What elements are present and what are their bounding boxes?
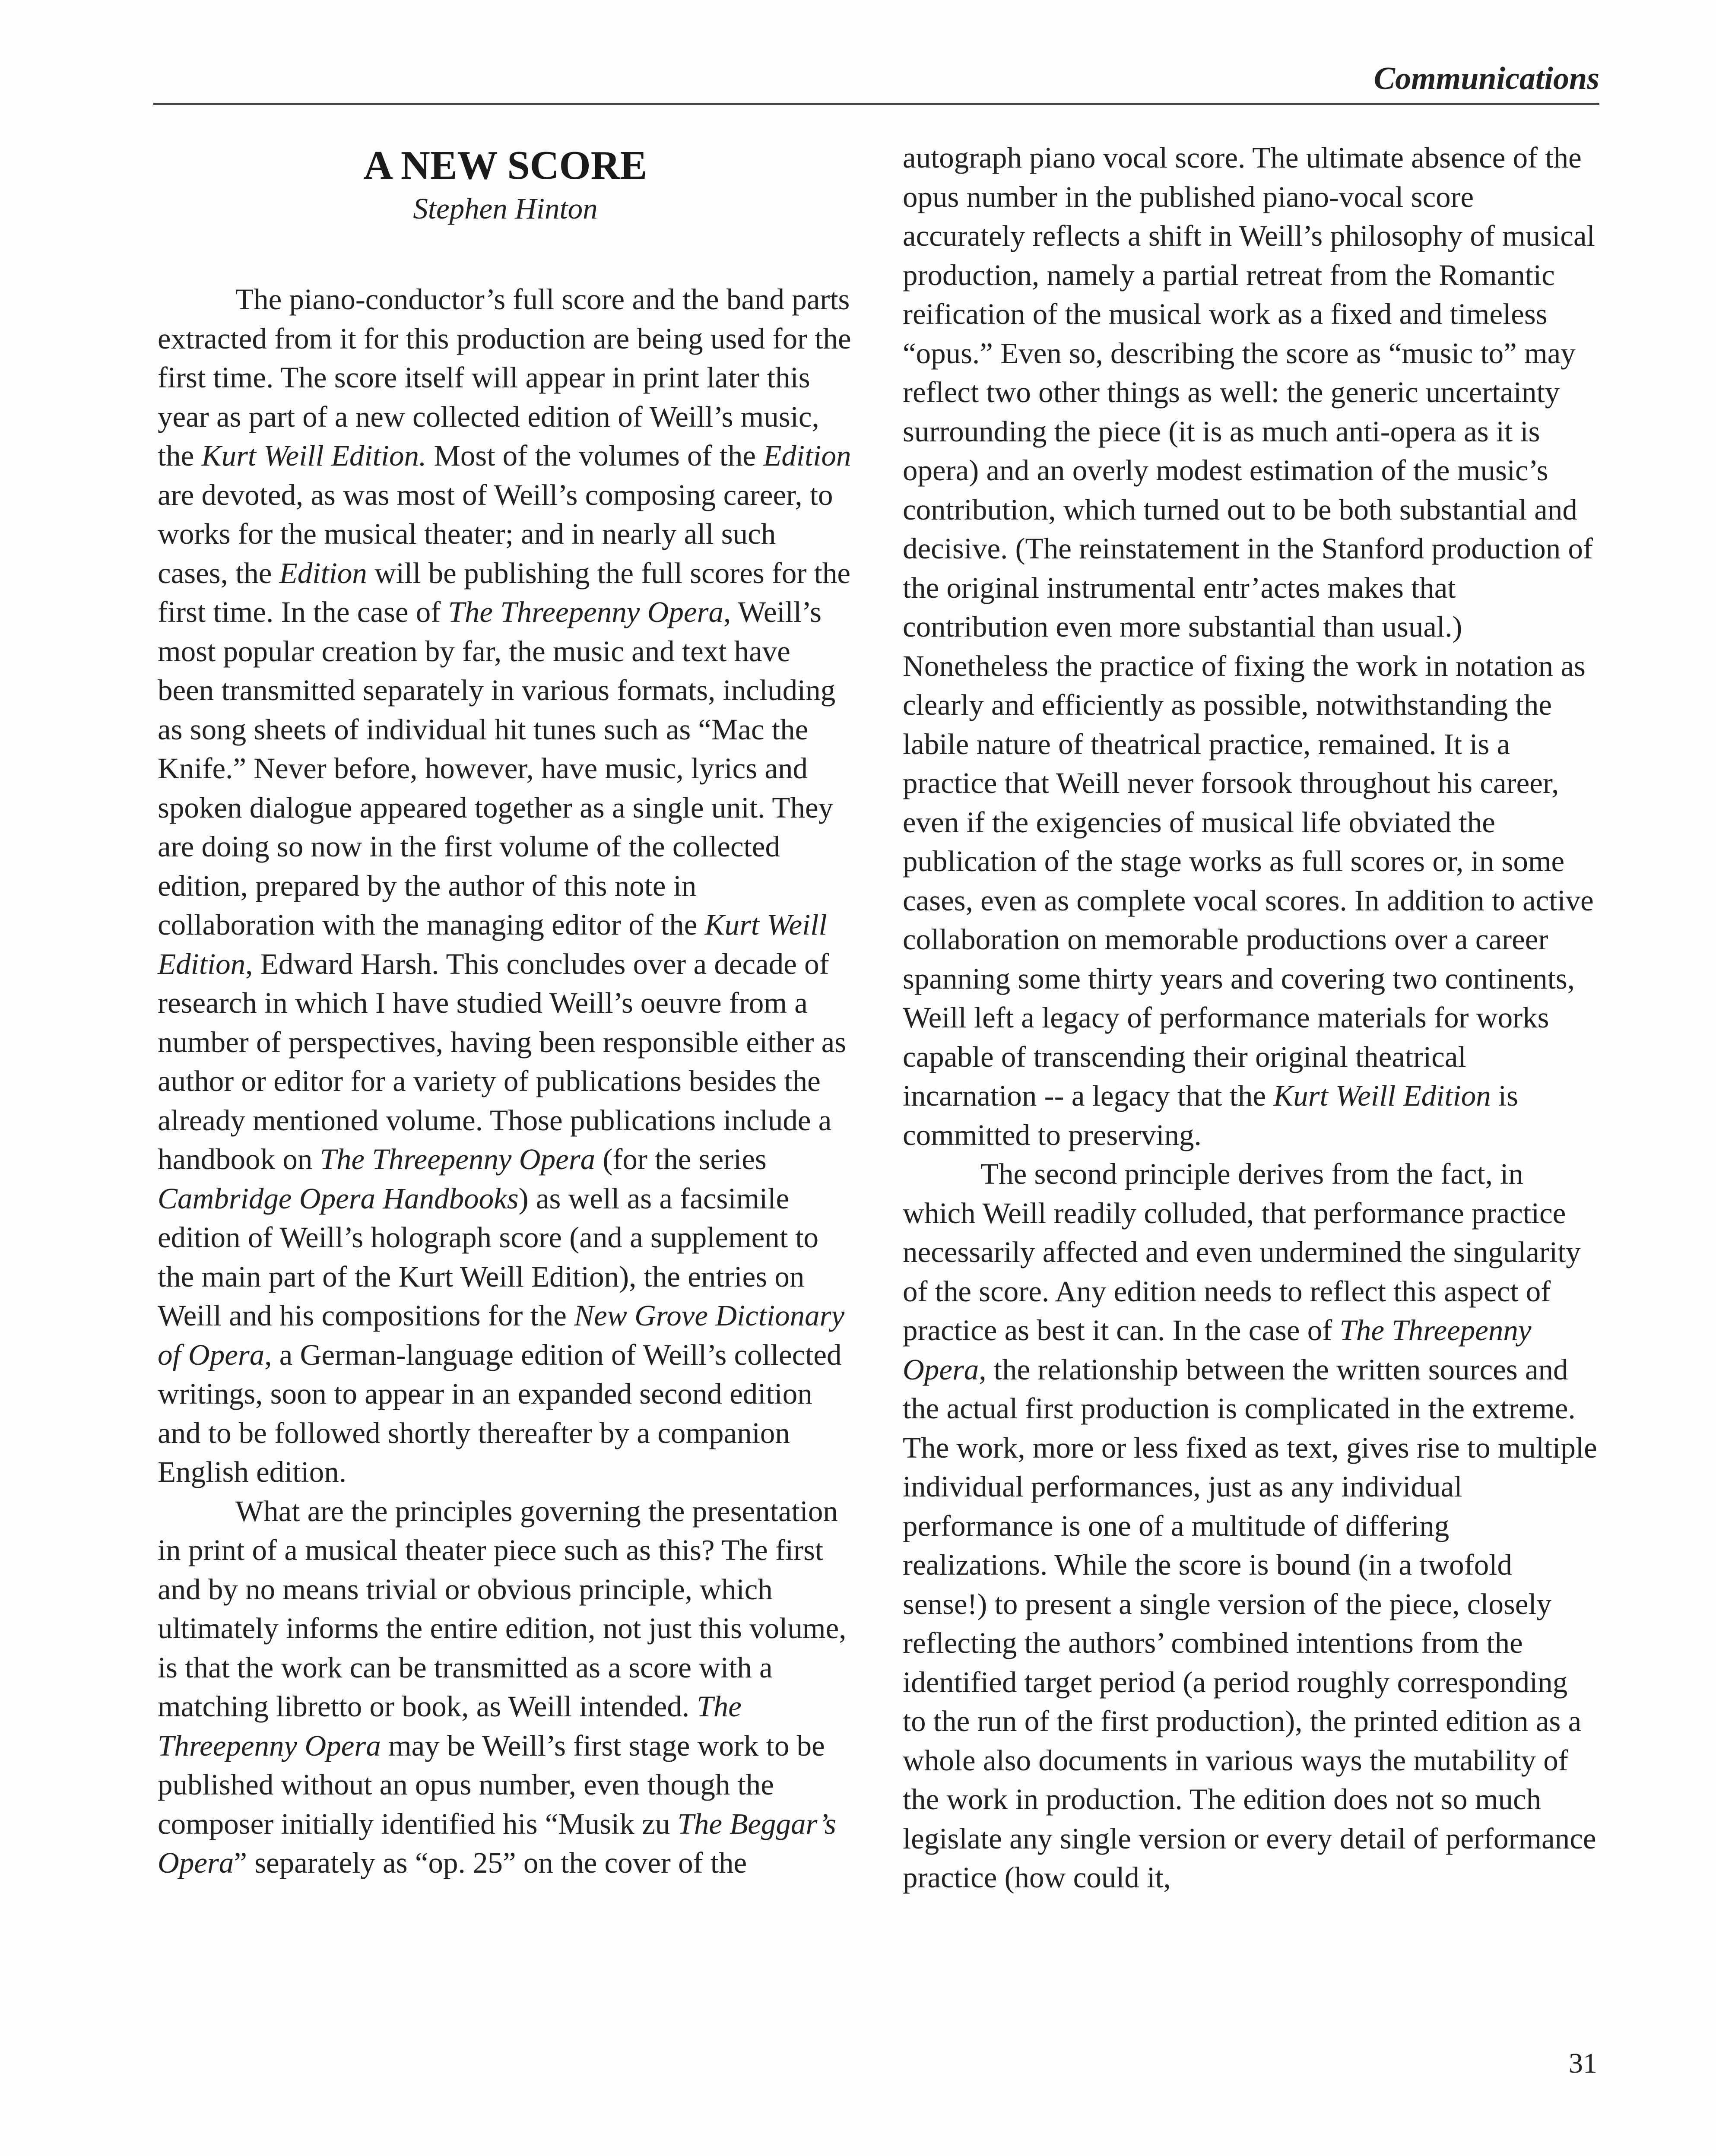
text-run: Most of the volumes of the <box>426 439 764 472</box>
italic-text-run: Edition <box>763 439 851 472</box>
right-paragraph-2 <box>903 1154 1598 1897</box>
text-run: , the relationship between the written sources and the actual first production is complicated in the extreme. The work, more or less fixed as text, gives rise to multiple individual performances, just as any individual performance is one of a multitude of differing realizations. While the score is bound (in a twofold sense!) to present a single version of the piece, closely reflecting the authors’ combined intentions from the identified target period (a period roughly corresponding to the run of the first production), the printed edition as a whole also documents in various ways the mutability of the work in production. The edition does not so much legislate any single version or every detail of performance practice (how could it, <box>903 1353 1597 1894</box>
text-run: (for the series <box>595 1143 767 1176</box>
text-run: The second principle derives from the fact, in which Weill readily colluded, that performance practice necessarily affected and even undermined the singularity of the score. Any edition needs to reflect this aspect of practice as best it can. In the case of <box>903 1157 1581 1347</box>
left-paragraph-1 <box>158 280 853 1492</box>
article-author: Stephen Hinton <box>413 192 598 225</box>
text-run: autograph piano vocal score. The ultimate absence of the opus number in the published piano-vocal score accurately reflects a shift in Weill’s philosophy of musical production, namely a partial retreat from the Romantic reification of the musical work as a fixed and timeless “opus.” Even so, describing the score as “music to” may reflect two other things as well: the generic uncertainty surrounding the piece (it is as much anti-opera as it is opera) and an overly modest estimation of the music’s contribution, which turned out to be both substantial and decisive. (The reinstatement in the Stanford production of the original instrumental entr’actes makes that contribution even more substantial than usual.) Nonetheless the practice of fixing the work in notation as clearly and efficiently as possible, notwithstanding the labile nature of theatrical practice, remained. It is a practice that Weill never forsook throughout his career, even if the exigencies of musical life obviated the publication of the stage works as full scores or, in some cases, even as complete vocal scores. In addition to active collaboration on memorable productions over a career spanning some thirty years and covering two continents, Weill left a legacy of performance materials for works capable of transcending their original theatrical incarnation -- a legacy that the <box>903 141 1595 1112</box>
article-title: A NEW SCORE <box>363 143 647 188</box>
left-paragraph-2 <box>158 1492 853 1883</box>
text-run: What are the principles governing the presentation in print of a musical theater piece such as this? The first and by no means trivial or obvious principle, which ultimately informs the entire edition, not just this volume, is that the work can be transmitted as a score with a matching libretto or book, as Weill intended. <box>158 1494 847 1723</box>
italic-text-run: The Threepenny Opera <box>903 1314 1532 1386</box>
italic-text-run: Cambridge Opera Handbooks <box>158 1182 519 1215</box>
italic-text-run: The Threepenny Opera <box>448 596 723 628</box>
text-run: , Weill’s most popular creation by far, the music and text have been transmitted separately in various formats, including as song sheets of individual hit tunes such as “Mac the Knife.” Never before, however, have music, lyrics and spoken dialogue appeared together as a single unit. They are doing so now in the first volume of the collected edition, prepared by the author of this note in collaboration with the managing editor of the <box>158 596 836 941</box>
italic-text-run: The Beggar’s Opera <box>158 1807 836 1879</box>
italic-text-run: Kurt Weill Edition <box>1273 1079 1491 1112</box>
left-column <box>158 138 853 1883</box>
page-number: 31 <box>1569 2048 1597 2079</box>
text-run: will be publishing the full scores for the first time. In the case of <box>158 556 850 628</box>
italic-text-run: The Threepenny Opera <box>320 1143 596 1176</box>
text-run: , a German-language edition of Weill’s collected writings, soon to appear in an expanded second edition and to be followed shortly thereafter by a companion English edition. <box>158 1338 842 1488</box>
right-paragraph-1 <box>903 138 1598 1154</box>
right-column <box>903 138 1598 1897</box>
text-run: , Edward Harsh. This concludes over a decade of research in which I have studied Weill’s oeuvre from a number of perspectives, having been responsible either as author or editor for a variety of publications besides the already mentioned volume. Those publications include a handbook on <box>158 947 847 1176</box>
text-run: ) as well as a facsimile edition of Weill’s holograph score (and a supplement to the main part of the Kurt Weill Edition), the entries on Weill and his compositions for the <box>158 1182 818 1332</box>
italic-text-run: The Threepenny Opera <box>158 1690 742 1762</box>
text-run: The piano-conductor’s full score and the band parts extracted from it for this production are being used for the first time. The score itself will appear in print later this year as part of a new collected edition of Weill’s music, the <box>158 283 851 472</box>
header-rule <box>153 103 1599 105</box>
running-header: Communications <box>1373 61 1599 96</box>
text-run: may be Weill’s first stage work to be published without an opus number, even though the composer initially identified his “Musik zu <box>158 1729 825 1840</box>
italic-text-run: Kurt Weill Edition. <box>201 439 427 472</box>
text-run: is committed to preserving. <box>903 1079 1519 1151</box>
italic-text-run: New Grove Dictionary of Opera <box>158 1299 845 1371</box>
text-run: are devoted, as was most of Weill’s composing career, to works for the musical theater; and in nearly all such cases, the <box>158 478 833 590</box>
italic-text-run: Kurt Weill Edition <box>158 908 827 980</box>
italic-text-run: Edition <box>279 556 367 590</box>
text-run: ” separately as “op. 25” on the cover of the <box>234 1846 747 1879</box>
